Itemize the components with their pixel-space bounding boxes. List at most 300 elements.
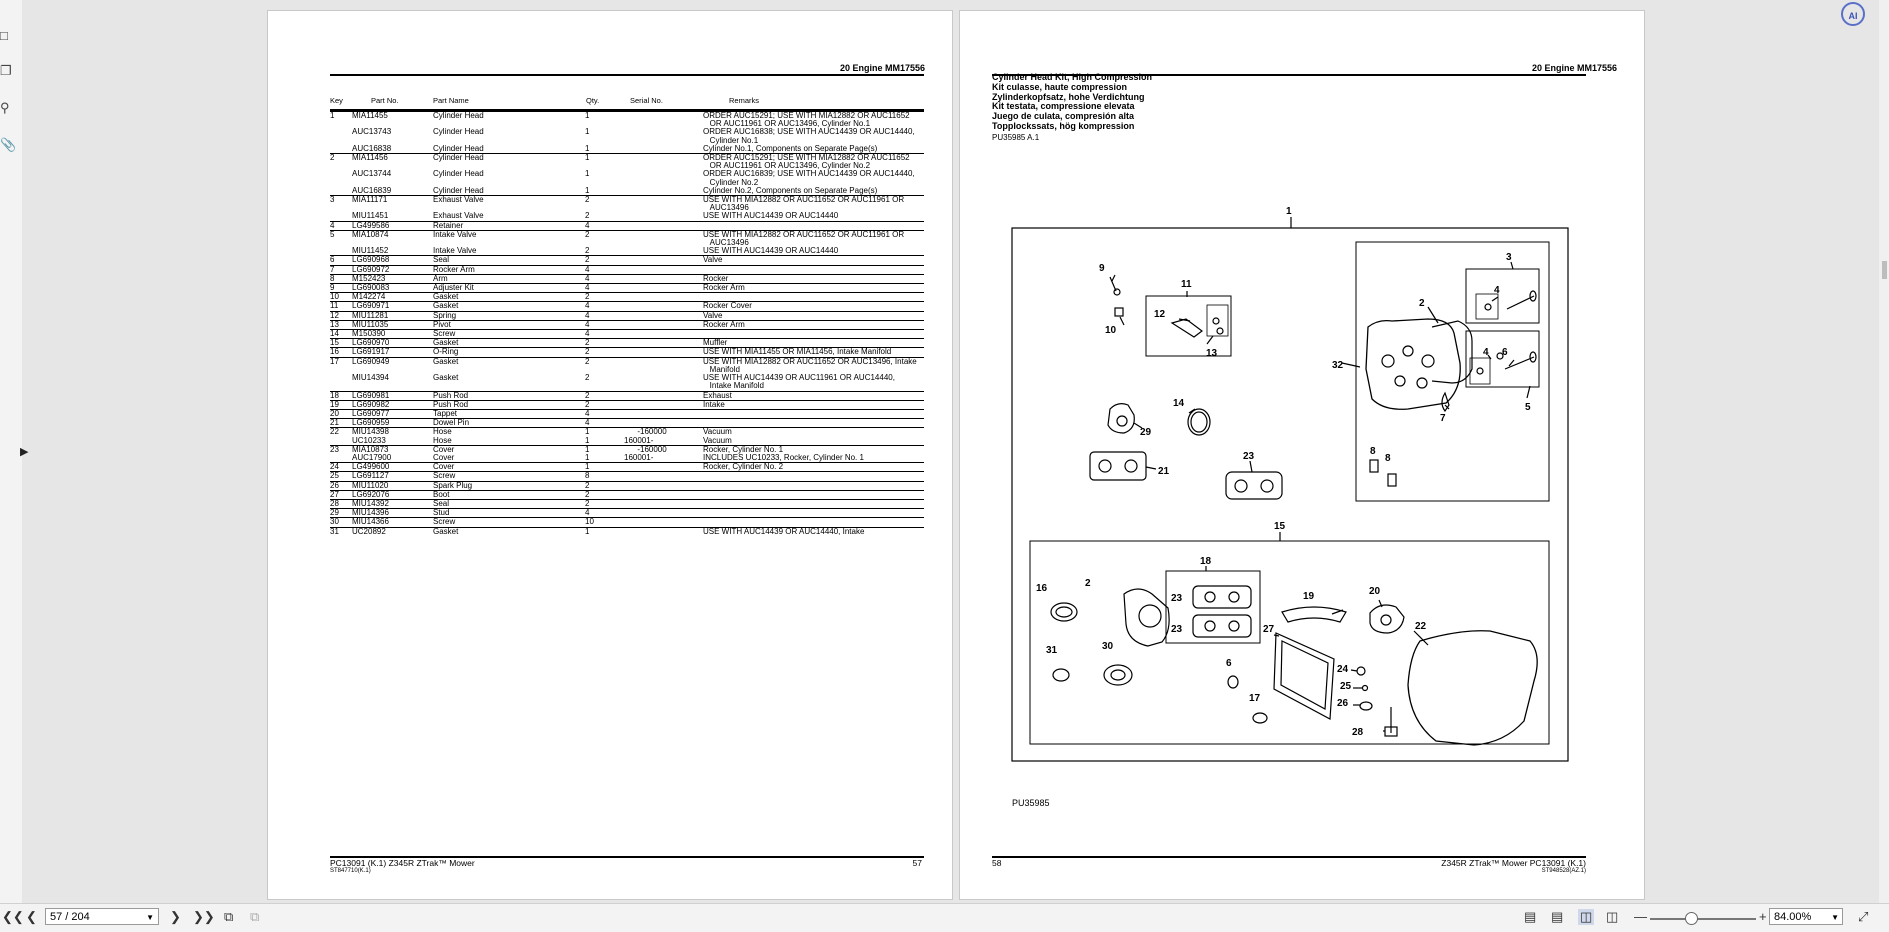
row-key — [330, 247, 352, 255]
callout-2: 2 — [1085, 578, 1091, 589]
row-serial: 160001- — [624, 452, 654, 462]
row-remarks: USE WITH MIA12882 OR AUC11652 OR AUC11961 OR AUC13496 — [703, 195, 905, 213]
row-qty: 2 — [585, 246, 590, 256]
row-qty: 2 — [585, 255, 590, 265]
row-key: 9 — [330, 283, 335, 293]
callout-10: 10 — [1105, 325, 1117, 336]
row-qty: 2 — [585, 338, 590, 348]
row-part-number: M142274 — [352, 292, 386, 302]
page-number-value: 57 / 204 — [50, 911, 90, 923]
row-serial — [624, 330, 703, 338]
row-key: 7 — [330, 264, 335, 274]
row-part-name: Screw — [433, 471, 456, 481]
callout-4: 4 — [1483, 347, 1489, 358]
row-serial — [624, 312, 703, 320]
row-qty: 1 — [585, 185, 590, 195]
callout-7: 7 — [1440, 413, 1446, 424]
row-part-number: MIA10873 — [352, 444, 389, 454]
row-key — [330, 187, 352, 195]
col-serial: Serial No. — [630, 96, 663, 105]
row-part-number: MIU14396 — [352, 508, 389, 518]
row-key — [330, 212, 352, 220]
table-row — [330, 338, 924, 347]
row-serial — [624, 231, 703, 247]
row-part-name: Boot — [433, 489, 450, 499]
row-part-number: MIU11020 — [352, 480, 389, 490]
row-part-name: Arm — [433, 273, 448, 283]
row-qty: 4 — [585, 329, 590, 339]
row-serial — [624, 491, 703, 499]
row-part-number: M152423 — [352, 273, 386, 283]
row-key: 25 — [330, 471, 339, 481]
col-name: Part Name — [433, 96, 469, 105]
row-key: 8 — [330, 273, 335, 283]
row-part-name: Gasket — [433, 338, 459, 348]
row-key: 21 — [330, 418, 339, 428]
table-row — [330, 462, 924, 471]
row-serial — [624, 145, 703, 153]
callout-14: 14 — [1173, 398, 1185, 409]
table-row — [330, 347, 924, 356]
table-row — [330, 471, 924, 480]
row-part-name: Intake Valve — [433, 229, 477, 239]
callout-25: 25 — [1340, 681, 1352, 692]
row-qty: 4 — [585, 220, 590, 230]
row-remarks — [703, 410, 924, 418]
callout-15: 15 — [1274, 521, 1286, 532]
row-serial — [624, 472, 703, 480]
row-serial — [624, 419, 703, 427]
row-serial — [624, 348, 703, 356]
row-remarks: USE WITH AUC14439 OR AUC14440 — [703, 246, 839, 256]
row-part-name: Stud — [433, 508, 450, 518]
zoom-out-icon[interactable]: — — [1634, 909, 1647, 924]
row-remarks: Vacuum — [703, 435, 732, 445]
ai-assistant-button[interactable]: AI — [1841, 2, 1865, 26]
row-remarks — [703, 509, 924, 517]
row-qty: 1 — [585, 526, 590, 536]
row-part-number: M150390 — [352, 329, 386, 339]
callout-29: 29 — [1140, 427, 1152, 438]
row-key: 16 — [330, 347, 339, 357]
row-part-name: Gasket — [433, 292, 459, 302]
table-row — [330, 255, 924, 264]
table-row — [330, 400, 924, 409]
kit-title-line: Cylinder Head Kit, High Compression — [992, 72, 1153, 82]
row-part-number: MIU14398 — [352, 427, 389, 437]
row-key: 22 — [330, 427, 339, 437]
row-key: 12 — [330, 310, 339, 320]
row-part-name: Adjuster Kit — [433, 283, 474, 293]
row-serial — [624, 463, 703, 471]
callout-16: 16 — [1036, 583, 1048, 594]
row-serial — [624, 275, 703, 283]
pages-icon[interactable]: ❐ — [0, 63, 12, 78]
col-remarks: Remarks — [729, 96, 760, 105]
row-remarks — [703, 491, 924, 499]
chevron-down-icon[interactable]: ▼ — [146, 913, 154, 922]
prev-page-icon[interactable]: ❮ — [26, 909, 37, 924]
col-key: Key — [330, 96, 343, 105]
row-key: 6 — [330, 255, 335, 265]
row-serial — [624, 339, 703, 347]
row-serial — [624, 500, 703, 508]
row-qty: 4 — [585, 283, 590, 293]
figure-ref: PU35985 A.1 — [992, 133, 1040, 142]
row-key: 23 — [330, 444, 339, 454]
first-page-icon[interactable]: ❮❮ — [2, 909, 24, 924]
row-serial — [624, 302, 703, 310]
row-serial — [624, 401, 703, 409]
row-key: 26 — [330, 480, 339, 490]
row-part-name: Hose — [433, 427, 452, 437]
row-qty: 8 — [585, 471, 590, 481]
row-part-number: MIU11035 — [352, 319, 389, 329]
callout-9: 9 — [1099, 263, 1105, 274]
zoom-slider-knob[interactable] — [1685, 912, 1698, 925]
row-qty: 2 — [585, 356, 590, 366]
callout-11: 11 — [1181, 279, 1192, 290]
row-remarks: USE WITH MIA11455 OR MIA11456, Intake Manifold — [703, 347, 892, 357]
row-part-number: LG690972 — [352, 264, 390, 274]
table-row — [330, 274, 924, 283]
row-part-name: Cylinder Head — [433, 143, 484, 153]
callout-20: 20 — [1369, 586, 1381, 597]
row-serial — [624, 518, 703, 526]
copy-disabled-icon: ⧉ — [250, 909, 260, 924]
row-qty: 1 — [585, 427, 590, 437]
table-row — [330, 409, 924, 418]
row-part-number: LG499586 — [352, 220, 390, 230]
attachment-icon[interactable]: 📎 — [0, 137, 17, 152]
row-part-name: Dowel Pin — [433, 418, 470, 428]
table-row — [330, 517, 924, 526]
row-serial — [624, 374, 703, 390]
row-part-number: AUC17900 — [352, 452, 392, 462]
row-qty: 2 — [585, 292, 590, 302]
row-serial — [624, 321, 703, 329]
parts-table — [330, 111, 924, 536]
row-qty: 2 — [585, 498, 590, 508]
callout-28: 28 — [1352, 727, 1364, 738]
row-part-name: Exhaust Valve — [433, 195, 484, 205]
row-qty: 2 — [585, 347, 590, 357]
callout-6: 6 — [1226, 658, 1232, 669]
running-head: 20 Engine MM17556 — [839, 63, 925, 73]
table-row — [330, 329, 924, 338]
row-remarks — [703, 293, 924, 301]
row-part-number: MIU11452 — [352, 246, 389, 256]
row-part-number: UC20892 — [352, 526, 386, 536]
row-part-number: LG690949 — [352, 356, 390, 366]
row-key — [330, 128, 352, 144]
row-serial — [624, 358, 703, 374]
callout-8: 8 — [1385, 453, 1391, 464]
row-remarks: Rocker — [703, 273, 729, 283]
row-key — [330, 170, 352, 186]
next-page-icon[interactable]: ❯ — [170, 909, 181, 924]
row-remarks — [703, 419, 924, 427]
zoom-in-icon[interactable]: + — [1759, 909, 1767, 924]
row-part-name: Rocker Arm — [433, 264, 475, 274]
row-key: 29 — [330, 508, 339, 518]
row-remarks: USE WITH MIA12882 OR AUC11652 OR AUC11961 OR AUC13496 — [703, 229, 905, 248]
table-row — [330, 128, 924, 144]
table-row — [330, 527, 924, 536]
row-qty: 1 — [585, 143, 590, 153]
row-part-number: MIU14392 — [352, 498, 389, 508]
page-57 — [267, 10, 953, 900]
callout-5: 5 — [1525, 402, 1531, 413]
row-remarks: USE WITH AUC14439 OR AUC14440, Intake — [703, 526, 865, 536]
row-serial: 160001- — [624, 435, 654, 445]
bottom-toolbar — [0, 903, 1889, 932]
row-key: 27 — [330, 489, 339, 499]
row-part-number: LG692076 — [352, 489, 390, 499]
zoom-select[interactable] — [1769, 908, 1843, 925]
two-page-continuous-icon[interactable]: ◫ — [1606, 909, 1619, 924]
row-key — [330, 145, 352, 153]
row-remarks: ORDER AUC16839; USE WITH AUC14439 OR AUC14440, Cylinder No.2 — [703, 169, 915, 187]
row-qty: 1 — [585, 452, 590, 462]
callout-17: 17 — [1249, 693, 1261, 704]
row-remarks: Cylinder No.2, Components on Separate Page(s) — [703, 185, 878, 195]
row-part-number: AUC13743 — [352, 127, 392, 137]
row-part-name: O-Ring — [433, 347, 459, 357]
row-qty: 4 — [585, 264, 590, 274]
row-qty: 4 — [585, 273, 590, 283]
table-row — [330, 454, 924, 462]
row-remarks — [703, 500, 924, 508]
row-part-number: LG499600 — [352, 462, 390, 472]
row-serial — [624, 284, 703, 292]
row-qty: 1 — [585, 435, 590, 445]
row-serial — [624, 154, 703, 170]
row-qty: 2 — [585, 229, 590, 239]
row-remarks — [703, 518, 924, 526]
search-icon[interactable]: ⚲ — [0, 100, 10, 115]
row-qty: 2 — [585, 195, 590, 205]
footer-code: ST948528(AZ.1) — [1541, 868, 1586, 874]
row-qty: 1 — [585, 111, 590, 120]
kit-title-line: Juego de culata, compresión alta — [992, 111, 1135, 122]
row-qty: 2 — [585, 480, 590, 490]
row-remarks — [703, 330, 924, 338]
table-row — [330, 301, 924, 310]
table-row — [330, 145, 924, 153]
row-remarks — [703, 266, 924, 274]
row-part-number: LG691917 — [352, 347, 390, 357]
row-qty: 4 — [585, 418, 590, 428]
fullscreen-icon[interactable]: ⤢ — [1858, 909, 1869, 924]
row-part-name: Retainer — [433, 220, 464, 230]
row-key: 17 — [330, 356, 339, 366]
row-serial — [624, 128, 703, 144]
row-key: 3 — [330, 195, 335, 205]
row-part-name: Gasket — [433, 301, 459, 311]
row-part-name: Cover — [433, 444, 455, 454]
row-qty: 10 — [585, 517, 594, 527]
expand-sidebar-icon[interactable]: ▶ — [20, 446, 29, 458]
row-remarks: Intake — [703, 399, 725, 409]
table-row — [330, 292, 924, 301]
exploded-parts-diagram — [960, 11, 1644, 899]
callout-30: 30 — [1102, 641, 1114, 652]
callout-18: 18 — [1200, 556, 1212, 567]
callout-13: 13 — [1206, 348, 1218, 359]
row-serial — [624, 293, 703, 301]
row-part-name: Cover — [433, 462, 455, 472]
row-part-number: LG690982 — [352, 399, 390, 409]
row-part-name: Cover — [433, 452, 455, 462]
table-row — [330, 221, 924, 230]
table-row — [330, 311, 924, 320]
row-serial — [624, 256, 703, 264]
row-key: 19 — [330, 399, 339, 409]
row-part-name: Push Rod — [433, 399, 469, 409]
row-serial — [624, 212, 703, 220]
row-key: 18 — [330, 390, 339, 400]
row-serial — [624, 392, 703, 400]
chevron-down-icon[interactable]: ▼ — [1831, 913, 1839, 922]
row-qty: 1 — [585, 153, 590, 163]
figure-id: PU35985 — [1012, 798, 1050, 808]
row-remarks: Rocker Cover — [703, 301, 752, 311]
row-qty: 4 — [585, 310, 590, 320]
row-qty: 2 — [585, 399, 590, 409]
table-row — [330, 391, 924, 400]
row-remarks: Rocker, Cylinder No. 2 — [703, 462, 784, 472]
header-rule — [330, 74, 924, 76]
row-remarks: Rocker Arm — [703, 319, 745, 329]
row-part-name: Spark Plug — [433, 480, 473, 490]
row-remarks: USE WITH AUC14439 OR AUC11961 OR AUC14440, Intake Manifold — [703, 373, 895, 391]
row-part-name: Seal — [433, 498, 450, 508]
row-part-number: LG690959 — [352, 418, 390, 428]
row-qty: 2 — [585, 489, 590, 499]
row-part-number: MIU11281 — [352, 310, 389, 320]
table-row — [330, 357, 924, 374]
kit-title-line: Kit culasse, haute compression — [992, 81, 1128, 92]
row-serial — [624, 410, 703, 418]
row-key: 10 — [330, 292, 339, 302]
callout-21: 21 — [1158, 466, 1170, 477]
row-part-name: Tappet — [433, 408, 458, 418]
row-part-number: LG690971 — [352, 301, 390, 311]
row-qty: 4 — [585, 319, 590, 329]
row-key — [330, 374, 352, 390]
page-number-input[interactable] — [45, 908, 159, 925]
row-key: 28 — [330, 498, 339, 508]
thumbnails-icon[interactable]: □ — [0, 28, 8, 43]
row-part-number: LG690968 — [352, 255, 390, 265]
row-part-name: Cylinder Head — [433, 169, 484, 179]
footer-left: PC13091 (K.1) Z345R ZTrak™ Mower — [330, 858, 475, 868]
footer-right: Z345R ZTrak™ Mower PC13091 (K.1) — [1441, 858, 1586, 868]
callout-6: 6 — [1502, 347, 1508, 358]
row-part-number: LG690970 — [352, 338, 390, 348]
table-row — [330, 320, 924, 329]
row-part-name: Cylinder Head — [433, 153, 484, 163]
kit-title-line: Kit testata, compressione elevata — [992, 101, 1135, 112]
callout-1: 1 — [1286, 206, 1292, 217]
row-qty: 2 — [585, 390, 590, 400]
row-part-name: Exhaust Valve — [433, 211, 484, 221]
row-part-number: MIU14366 — [352, 517, 389, 527]
row-key: 11 — [330, 301, 339, 311]
row-part-number: LG690977 — [352, 408, 390, 418]
footer-page-number: 58 — [992, 858, 1002, 868]
row-serial: -160000 — [624, 427, 667, 437]
row-part-number: AUC16838 — [352, 143, 392, 153]
row-part-number: LG691127 — [352, 471, 389, 481]
table-row — [330, 170, 924, 186]
row-remarks: Cylinder No.1, Components on Separate Page(s) — [703, 143, 878, 153]
row-part-name: Push Rod — [433, 390, 469, 400]
row-serial — [624, 509, 703, 517]
row-part-name: Screw — [433, 329, 456, 339]
zoom-value: 84.00% — [1774, 911, 1812, 923]
row-serial — [624, 112, 703, 128]
row-remarks: Exhaust — [703, 390, 732, 400]
row-key: 30 — [330, 517, 339, 527]
row-part-name: Pivot — [433, 319, 451, 329]
row-qty: 1 — [585, 169, 590, 179]
callout-32: 32 — [1332, 360, 1344, 371]
table-row — [330, 437, 924, 445]
row-serial: -160000 — [624, 444, 667, 454]
row-key: 24 — [330, 462, 339, 472]
table-row — [330, 283, 924, 292]
table-row — [330, 374, 924, 390]
row-remarks: Valve — [703, 255, 723, 265]
row-serial — [624, 187, 703, 195]
two-page-view-icon[interactable]: ◫ — [1580, 909, 1593, 924]
row-part-number: LG690083 — [352, 283, 390, 293]
row-serial — [624, 482, 703, 490]
continuous-view-icon[interactable]: ▤ — [1551, 909, 1564, 924]
row-qty: 1 — [585, 462, 590, 472]
table-row — [330, 212, 924, 220]
callout-27: 27 — [1263, 624, 1275, 635]
row-key: 13 — [330, 319, 339, 329]
row-part-name: Seal — [433, 255, 450, 265]
callout-4: 4 — [1494, 285, 1500, 296]
row-remarks: Rocker Arm — [703, 283, 745, 293]
table-row — [330, 265, 924, 274]
row-remarks — [703, 482, 924, 490]
row-part-name: Gasket — [433, 356, 459, 366]
vertical-scrollbar[interactable] — [1879, 0, 1889, 903]
row-key: 14 — [330, 329, 339, 339]
row-part-number: AUC16839 — [352, 185, 392, 195]
row-serial — [624, 247, 703, 255]
single-page-view-icon[interactable]: ▤ — [1524, 909, 1537, 924]
zoom-slider[interactable] — [1650, 918, 1756, 920]
row-key: 5 — [330, 229, 335, 239]
running-head: 20 Engine MM17556 — [1531, 63, 1617, 73]
copy-icon[interactable]: ⧉ — [224, 909, 234, 924]
row-remarks: ORDER AUC15291; USE WITH MIA12882 OR AUC11652 OR AUC11961 OR AUC13496, Cylinder No.1 — [703, 111, 910, 129]
callout-8: 8 — [1370, 446, 1376, 457]
last-page-icon[interactable]: ❯❯ — [193, 909, 215, 924]
row-part-name: Gasket — [433, 526, 459, 536]
callout-2: 2 — [1419, 298, 1425, 309]
callout-31: 31 — [1046, 645, 1058, 656]
scrollbar-thumb[interactable] — [1882, 261, 1887, 279]
row-key: 20 — [330, 408, 339, 418]
callout-24: 24 — [1337, 664, 1349, 675]
